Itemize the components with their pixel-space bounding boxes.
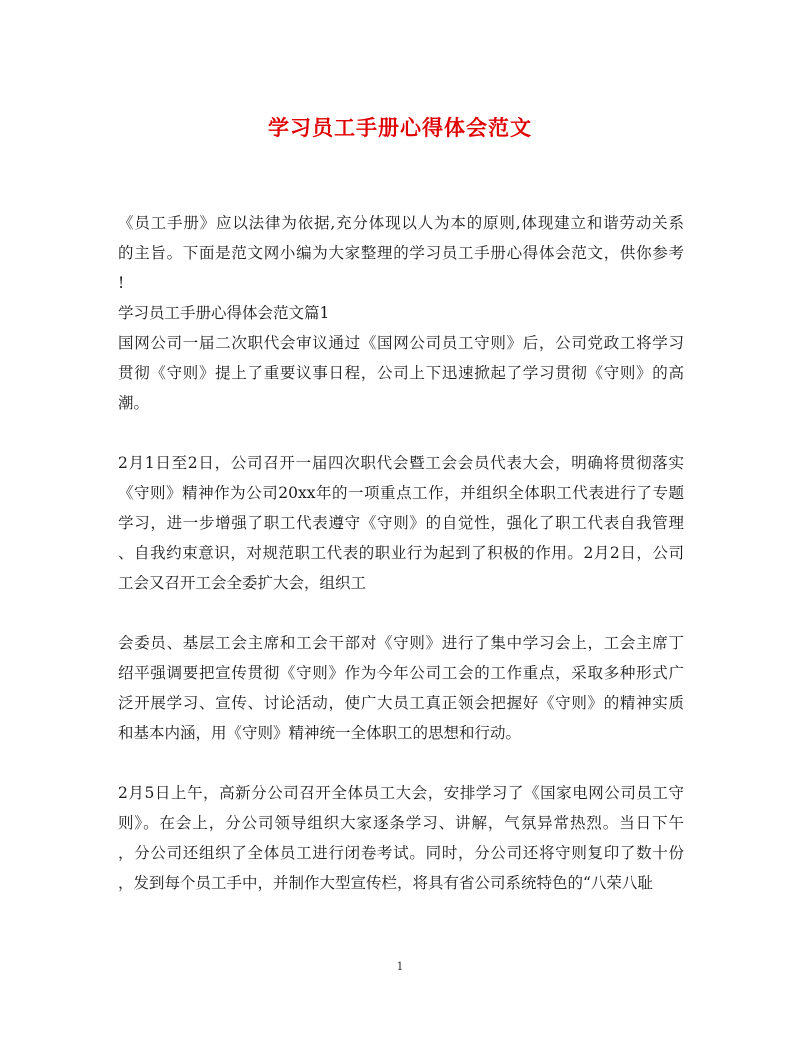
- text-line: 、自我约束意识，对规范职工代表的职业行为起到了积极的作用。2月2日，公司: [118, 544, 684, 562]
- paragraph-gap: [118, 418, 684, 448]
- text-line: 学习，进一步增强了职工代表遵守《守则》的自觉性，强化了职工代表自我管理: [118, 514, 684, 532]
- section-heading: [118, 298, 684, 328]
- text-line: 泛开展学习、宣传、讨论活动，使广大员工真正领会把握好《守则》的精神实质: [118, 694, 684, 712]
- text-line: 会委员、基层工会主席和工会干部对《守则》进行了集中学习会上，工会主席丁: [118, 634, 684, 652]
- paragraph: [118, 448, 684, 598]
- paragraph: [118, 328, 684, 418]
- text-line: ，发到每个员工手中，并制作大型宣传栏，将具有省公司系统特色的“八荣八耻: [118, 874, 653, 892]
- text-line: 《员工手册》应以法律为依据,充分体现以人为本的原则,体现建立和谐劳动关系: [118, 214, 684, 232]
- paragraph: [118, 208, 684, 298]
- text-line: 和基本内涵，用《守则》精神统一全体职工的思想和行动。: [118, 724, 522, 742]
- document-title: 学习员工手册心得体会范文: [268, 115, 532, 140]
- paragraph: [118, 628, 684, 748]
- text-line: 潮。: [118, 394, 150, 412]
- paragraph-gap: [118, 748, 684, 778]
- page-number: 1: [396, 960, 404, 973]
- text-line: 工会又召开工会全委扩大会，组织工: [118, 574, 367, 592]
- text-line: 2月5日上午，高新分公司召开全体员工大会，安排学习了《国家电网公司员工守: [118, 784, 684, 802]
- paragraph-gap: [118, 598, 684, 628]
- text-line: 国网公司一届二次职代会审议通过《国网公司员工守则》后，公司党政工将学习: [118, 334, 684, 352]
- paragraph: [118, 778, 684, 898]
- text-line: 的主旨。下面是范文网小编为大家整理的学习员工手册心得体会范文，供你参考: [118, 244, 684, 262]
- document-body: [118, 208, 684, 898]
- text-line: 2月1日至2日，公司召开一届四次职代会暨工会会员代表大会，明确将贯彻落实: [118, 454, 684, 472]
- text-line: 《守则》精神作为公司20xx年的一项重点工作，并组织全体职工代表进行了专题: [118, 484, 684, 502]
- text-line: !: [118, 274, 125, 292]
- text-line: 绍平强调要把宣传贯彻《守则》作为今年公司工会的工作重点，采取多种形式广: [118, 664, 684, 682]
- text-line: 则》。在会上，分公司领导组织大家逐条学习、讲解，气氛异常热烈。当日下午: [118, 814, 684, 832]
- text-line: 学习员工手册心得体会范文篇1: [118, 304, 330, 322]
- text-line: ，分公司还组织了全体员工进行闭卷考试。同时，分公司还将守则复印了数十份: [118, 844, 684, 862]
- text-line: 贯彻《守则》提上了重要议事日程，公司上下迅速掀起了学习贯彻《守则》的高: [118, 364, 684, 382]
